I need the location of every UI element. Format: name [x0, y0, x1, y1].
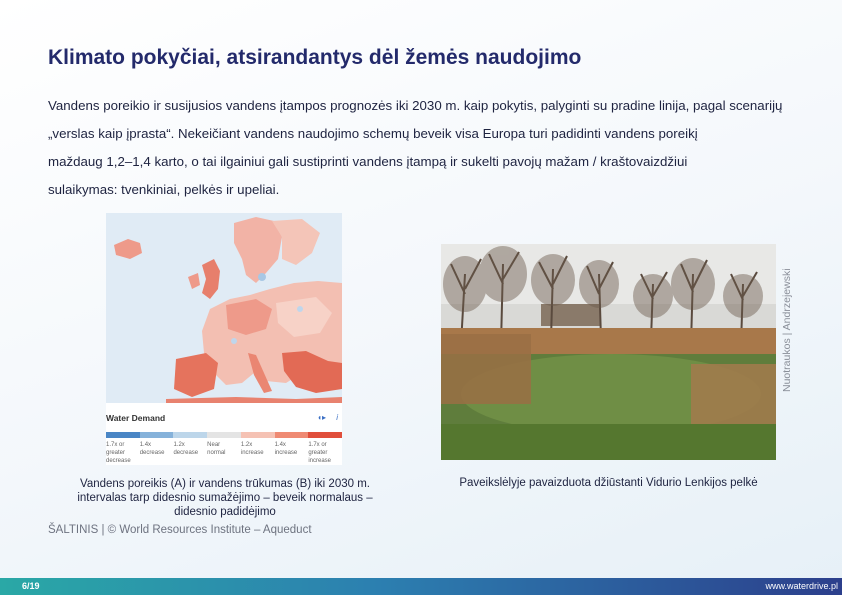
map-legend: [106, 403, 342, 465]
body-line: maždaug 1,2–1,4 karto, o tai ilgainiui gali sustiprinti vandens įtampą ir sukelti pavojų mažam / kraštovaizdžiui: [48, 154, 688, 169]
legend-swatch: [140, 432, 174, 438]
legend-swatch: [106, 432, 140, 438]
wetland-photo: [441, 244, 776, 460]
photo-caption: Paveikslėlyje pavaizduota džiūstanti Vidurio Lenkijos pelkė: [459, 477, 758, 489]
legend-label: 1.4x decrease: [139, 442, 165, 456]
legend-color-bar: [106, 432, 342, 438]
website-link[interactable]: www.waterdrive.pl: [765, 581, 838, 591]
photo-credit: Nuotraukos | Andrzejewski: [781, 268, 793, 392]
legend-label: 1.4x increase: [274, 442, 298, 456]
legend-swatch: [173, 432, 207, 438]
legend-title: Water Demand: [106, 413, 166, 423]
slide-body-text: [48, 92, 828, 204]
body-line: Vandens poreikio ir susijusios vandens įtampos prognozės iki 2030 m. kaip pokytis, palyginti su pradine linija, pagal scenarijų: [48, 98, 783, 113]
legend-label: 1.7x or greater decrease: [106, 442, 131, 464]
legend-controls[interactable]: [317, 413, 338, 422]
legend-label: 1.2x increase: [240, 442, 264, 456]
legend-swatch: [308, 432, 342, 438]
legend-labels: [106, 441, 342, 465]
body-line: „verslas kaip įprasta“. Nekeičiant vandens naudojimo schemų beveik visa Europa turi padidinti vandens poreikį: [48, 126, 698, 141]
water-demand-map[interactable]: [106, 213, 342, 403]
legend-swatch: [241, 432, 275, 438]
page-number: 6/19: [22, 581, 40, 591]
legend-label: 1.2x decrease: [173, 442, 199, 456]
europe-map-image: [106, 213, 342, 403]
legend-label: Near normal: [207, 442, 226, 456]
audio-icon[interactable]: ◖▸: [317, 413, 326, 422]
source-note: ŠALTINIS | © World Resources Institute – Aqueduct: [48, 524, 312, 536]
legend-swatch: [275, 432, 309, 438]
footer-bar: [0, 578, 842, 595]
body-line: sulaikymas: tvenkiniai, pelkės ir upeliai.: [48, 182, 280, 197]
slide-title: Klimato pokyčiai, atsirandantys dėl žemės naudojimo: [48, 46, 582, 69]
legend-swatch: [207, 432, 241, 438]
info-icon[interactable]: i: [336, 413, 338, 422]
map-caption: Vandens poreikis (A) ir vandens trūkumas (B) iki 2030 m. intervalas tarp didesnio sumažėjimo – beveik normalaus – didesnio padidėjimo: [77, 478, 373, 518]
wetland-photo-image: [441, 244, 776, 460]
legend-label: 1.7x or greater increase: [308, 442, 331, 464]
